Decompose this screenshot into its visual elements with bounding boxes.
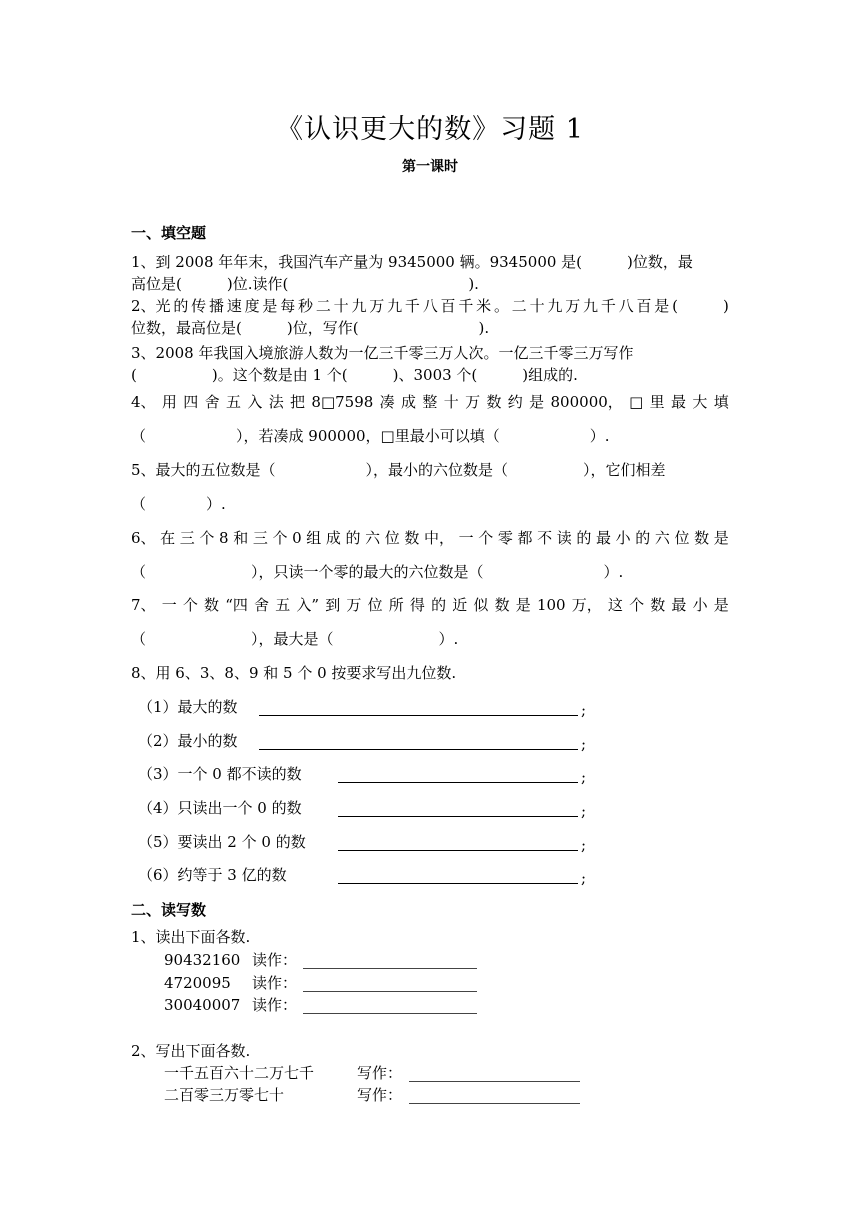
q4-line2: （ ），若凑成 900000，□里最小可以填（ ）. bbox=[131, 427, 610, 445]
q4-line1-segment: □ bbox=[629, 393, 644, 411]
q8-item-2-end: ; bbox=[581, 735, 587, 753]
q6-line1-segment: 组 bbox=[306, 529, 322, 547]
s2-q1-number-3: 30040007 bbox=[164, 996, 241, 1014]
q2-line1-segment: 百 bbox=[440, 297, 456, 315]
q6-line2: （ ），只读一个零的最大的六位数是（ ）. bbox=[131, 563, 624, 581]
q7-line1-segment: 位 bbox=[367, 596, 383, 614]
q7-line1-segment: 是 bbox=[515, 596, 531, 614]
q2-line1-segment: 每 bbox=[280, 297, 296, 315]
q7-line1-segment: “四 bbox=[225, 596, 248, 614]
q6-line1-segment: 三 bbox=[252, 529, 268, 547]
q7-line1-segment: 个 bbox=[182, 596, 198, 614]
q6-line1-segment: 数 bbox=[404, 529, 420, 547]
q7-line1-segment: 得 bbox=[409, 596, 425, 614]
q8-item-4-end: ; bbox=[581, 802, 587, 820]
q6-line1-segment: 6、 bbox=[131, 529, 156, 547]
q8-item-1-answer-line[interactable] bbox=[259, 715, 578, 716]
q4-line1-segment: 五 bbox=[225, 393, 241, 411]
q8-item-6-answer-line[interactable] bbox=[338, 883, 578, 884]
q8-item-4-answer-line[interactable] bbox=[338, 816, 578, 817]
q8-item-4-label: （4）只读出一个 0 的数 bbox=[138, 799, 302, 817]
q4-line1-segment: 约 bbox=[507, 393, 523, 411]
s2-q2-stem: 2、写出下面各数. bbox=[131, 1042, 251, 1060]
page-title: 《认识更大的数》习题 1 bbox=[276, 114, 584, 145]
q6-line1-segment: 数 bbox=[694, 529, 710, 547]
q7-line1-segment: 最 bbox=[671, 596, 687, 614]
q2-line1-segment: 十 bbox=[333, 297, 349, 315]
s2-q2-label-2: 写作： bbox=[357, 1086, 403, 1104]
q4-line1-segment: 法 bbox=[268, 393, 284, 411]
q6-line1-segment: 最 bbox=[595, 529, 611, 547]
s2-q1-number-1: 90432160 bbox=[164, 951, 241, 969]
q4-line1-segment: 凑 bbox=[379, 393, 395, 411]
q2-line1-segment: 米 bbox=[476, 297, 492, 315]
q4-line1-segment: 数 bbox=[486, 393, 502, 411]
q4-line1 bbox=[131, 395, 729, 410]
q2-line2: 位数，最高位是( )位，写作( ). bbox=[131, 319, 490, 337]
q8-item-5-answer-line[interactable] bbox=[338, 850, 578, 851]
q7-line1-segment: 万， bbox=[571, 596, 602, 614]
q2-line1-segment: 是 bbox=[262, 297, 278, 315]
q6-line1-segment: 的 bbox=[345, 529, 361, 547]
q2-line1-segment: 播 bbox=[208, 297, 224, 315]
q3-line2: ( )。这个数是由 1 个( )、3003 个( )组成的. bbox=[131, 366, 578, 384]
q7-line1-segment: 数 bbox=[494, 596, 510, 614]
s2-q2-answer-line-1[interactable] bbox=[409, 1081, 580, 1082]
q6-line1-segment: 都 bbox=[517, 529, 533, 547]
q6-line1-segment: 的 bbox=[635, 529, 651, 547]
q2-line1-segment: 百 bbox=[636, 297, 652, 315]
q2-line1-segment: 九 bbox=[387, 297, 403, 315]
q7-line1 bbox=[131, 598, 729, 613]
q2-line1-segment: 度 bbox=[244, 297, 260, 315]
q7-line1-segment: 的 bbox=[431, 596, 447, 614]
q4-line1-segment: 整 bbox=[422, 393, 438, 411]
q7-line1-segment: 舍 bbox=[254, 596, 270, 614]
q6-line1-segment: 零 bbox=[497, 529, 513, 547]
q6-line1-segment: 六 bbox=[654, 529, 670, 547]
q8-item-3-end: ; bbox=[581, 768, 587, 786]
s2-q2-text-1: 一千五百六十二万七千 bbox=[164, 1064, 315, 1082]
q7-line1-segment: 7、 bbox=[131, 596, 156, 614]
q7-line1-segment: 是 bbox=[713, 596, 729, 614]
q2-line1-segment: 速 bbox=[226, 297, 242, 315]
s2-q1-label-1: 读作： bbox=[252, 951, 298, 969]
q2-line1-segment: 2、光 bbox=[131, 297, 171, 315]
q7-line1-segment: 五 bbox=[275, 596, 291, 614]
q7-line1-segment: 入” bbox=[296, 596, 320, 614]
q8-item-3-answer-line[interactable] bbox=[338, 782, 578, 783]
q6-line1-segment: 一 bbox=[458, 529, 474, 547]
q7-line1-segment: 似 bbox=[473, 596, 489, 614]
q6-line1 bbox=[131, 531, 729, 546]
q5-line2: （ ）. bbox=[131, 495, 226, 513]
q4-line1-segment: 把 bbox=[290, 393, 306, 411]
q6-line1-segment: 个 bbox=[272, 529, 288, 547]
q6-line1-segment: 六 bbox=[365, 529, 381, 547]
q6-line1-segment: 位 bbox=[674, 529, 690, 547]
q4-line1-segment: 成 bbox=[401, 393, 417, 411]
s2-q1-answer-line-1[interactable] bbox=[303, 968, 477, 969]
q7-line1-segment: 万 bbox=[346, 596, 362, 614]
q2-line1-segment: 千 bbox=[600, 297, 616, 315]
q8-item-6-label: （6）约等于 3 亿的数 bbox=[138, 866, 287, 884]
q6-line1-segment: 个 bbox=[478, 529, 494, 547]
q2-line1-segment: 秒 bbox=[298, 297, 314, 315]
q2-line1-segment: 的 bbox=[173, 297, 189, 315]
q7-line1-segment: 一 bbox=[161, 596, 177, 614]
q4-line1-segment: 万 bbox=[465, 393, 481, 411]
q8-stem: 8、用 6、3、8、9 和 5 个 0 按要求写出九位数. bbox=[131, 664, 457, 682]
q6-line1-segment: 8 bbox=[219, 529, 229, 547]
q2-line1-segment: 二 bbox=[315, 297, 331, 315]
q7-line2: （ ），最大是（ ）. bbox=[131, 630, 459, 648]
page-subtitle: 第一课时 bbox=[402, 159, 458, 175]
s2-q2-text-2: 二百零三万零七十 bbox=[164, 1086, 285, 1104]
q2-line1-segment: 八 bbox=[422, 297, 438, 315]
q1-line1: 1、到 2008 年年末，我国汽车产量为 9345000 辆。9345000 是( )位数，最 bbox=[131, 253, 693, 271]
q7-line1-segment: 数 bbox=[204, 596, 220, 614]
q2-line1-segment: 九 bbox=[547, 297, 563, 315]
q6-line1-segment: 中， bbox=[423, 529, 454, 547]
q8-item-5-end: ; bbox=[581, 836, 587, 854]
q2-line1-segment: 万 bbox=[369, 297, 385, 315]
s2-q2-label-1: 写作： bbox=[357, 1064, 403, 1082]
section-heading-fill-blanks: 一、填空题 bbox=[131, 224, 207, 242]
q4-line1-segment: 800000， bbox=[550, 393, 623, 411]
q4-line1-segment: 里 bbox=[649, 393, 665, 411]
q3-line1: 3、2008 年我国入境旅游人数为一亿三千零三万人次。一亿三千零三万写作 bbox=[131, 344, 634, 362]
q8-item-1-end: ; bbox=[581, 701, 587, 719]
q7-line1-segment: 近 bbox=[452, 596, 468, 614]
q2-line1-segment: 十 bbox=[529, 297, 545, 315]
q8-item-6-end: ; bbox=[581, 869, 587, 887]
q7-line1-segment: 数 bbox=[650, 596, 666, 614]
q2-line1-segment: 千 bbox=[404, 297, 420, 315]
q4-line1-segment: 是 bbox=[529, 393, 545, 411]
s2-q1-answer-line-3[interactable] bbox=[303, 1013, 477, 1014]
s2-q2-answer-line-2[interactable] bbox=[409, 1103, 580, 1104]
q4-line1-segment: 4、 bbox=[131, 393, 156, 411]
q6-line1-segment: 在 bbox=[160, 529, 176, 547]
q2-line1-segment: 九 bbox=[351, 297, 367, 315]
q7-line1-segment: 个 bbox=[629, 596, 645, 614]
q6-line1-segment: 个 bbox=[199, 529, 215, 547]
q2-line1-segment: 是 bbox=[654, 297, 670, 315]
q8-item-2-label: （2）最小的数 bbox=[138, 732, 238, 750]
q2-line1-segment: ( ) bbox=[672, 297, 729, 315]
q2-line1-segment: 二 bbox=[511, 297, 527, 315]
q5-line1: 5、最大的五位数是（ ），最小的六位数是（ ），它们相差 bbox=[131, 461, 666, 479]
q6-line1-segment: 和 bbox=[233, 529, 249, 547]
q6-line1-segment: 三 bbox=[179, 529, 195, 547]
section-heading-read-write: 二、读写数 bbox=[131, 901, 207, 919]
q4-line1-segment: 十 bbox=[443, 393, 459, 411]
s2-q1-label-3: 读作： bbox=[252, 996, 298, 1014]
q6-line1-segment: 读 bbox=[556, 529, 572, 547]
q6-line1-segment: 的 bbox=[576, 529, 592, 547]
q2-line1-segment: 传 bbox=[191, 297, 207, 315]
q2-line1-segment: 八 bbox=[618, 297, 634, 315]
q7-line1-segment: 小 bbox=[692, 596, 708, 614]
q7-line1-segment: 所 bbox=[388, 596, 404, 614]
q2-line1 bbox=[131, 299, 729, 314]
q2-line1-segment: 九 bbox=[583, 297, 599, 315]
q6-line1-segment: 小 bbox=[615, 529, 631, 547]
q6-line1-segment: 成 bbox=[325, 529, 341, 547]
q6-line1-segment: 不 bbox=[537, 529, 553, 547]
q2-line1-segment: 千 bbox=[458, 297, 474, 315]
q4-line1-segment: 用 bbox=[161, 393, 177, 411]
q1-line2: 高位是( )位.读作( ). bbox=[131, 275, 479, 293]
q4-line1-segment: 填 bbox=[713, 393, 729, 411]
q4-line1-segment: 大 bbox=[692, 393, 708, 411]
s2-q1-answer-line-2[interactable] bbox=[303, 991, 477, 992]
q6-line1-segment: 0 bbox=[292, 529, 302, 547]
q2-line1-segment: 。 bbox=[493, 297, 509, 315]
q2-line1-segment: 万 bbox=[565, 297, 581, 315]
s2-q1-stem: 1、读出下面各数. bbox=[131, 928, 251, 946]
q6-line1-segment: 是 bbox=[713, 529, 729, 547]
q8-item-3-label: （3）一个 0 都不读的数 bbox=[138, 765, 302, 783]
q4-line1-segment: 最 bbox=[671, 393, 687, 411]
q4-line1-segment: 四 bbox=[183, 393, 199, 411]
q8-item-1-label: （1）最大的数 bbox=[138, 698, 238, 716]
q6-line1-segment: 位 bbox=[384, 529, 400, 547]
q8-item-5-label: （5）要读出 2 个 0 的数 bbox=[138, 833, 306, 851]
q8-item-2-answer-line[interactable] bbox=[259, 749, 578, 750]
q7-line1-segment: 100 bbox=[536, 596, 566, 614]
q4-line1-segment: 8□7598 bbox=[311, 393, 374, 411]
q7-line1-segment: 到 bbox=[325, 596, 341, 614]
s2-q1-label-2: 读作： bbox=[252, 974, 298, 992]
q7-line1-segment: 这 bbox=[607, 596, 623, 614]
q4-line1-segment: 入 bbox=[247, 393, 263, 411]
q4-line1-segment: 舍 bbox=[204, 393, 220, 411]
s2-q1-number-2: 4720095 bbox=[164, 974, 231, 992]
